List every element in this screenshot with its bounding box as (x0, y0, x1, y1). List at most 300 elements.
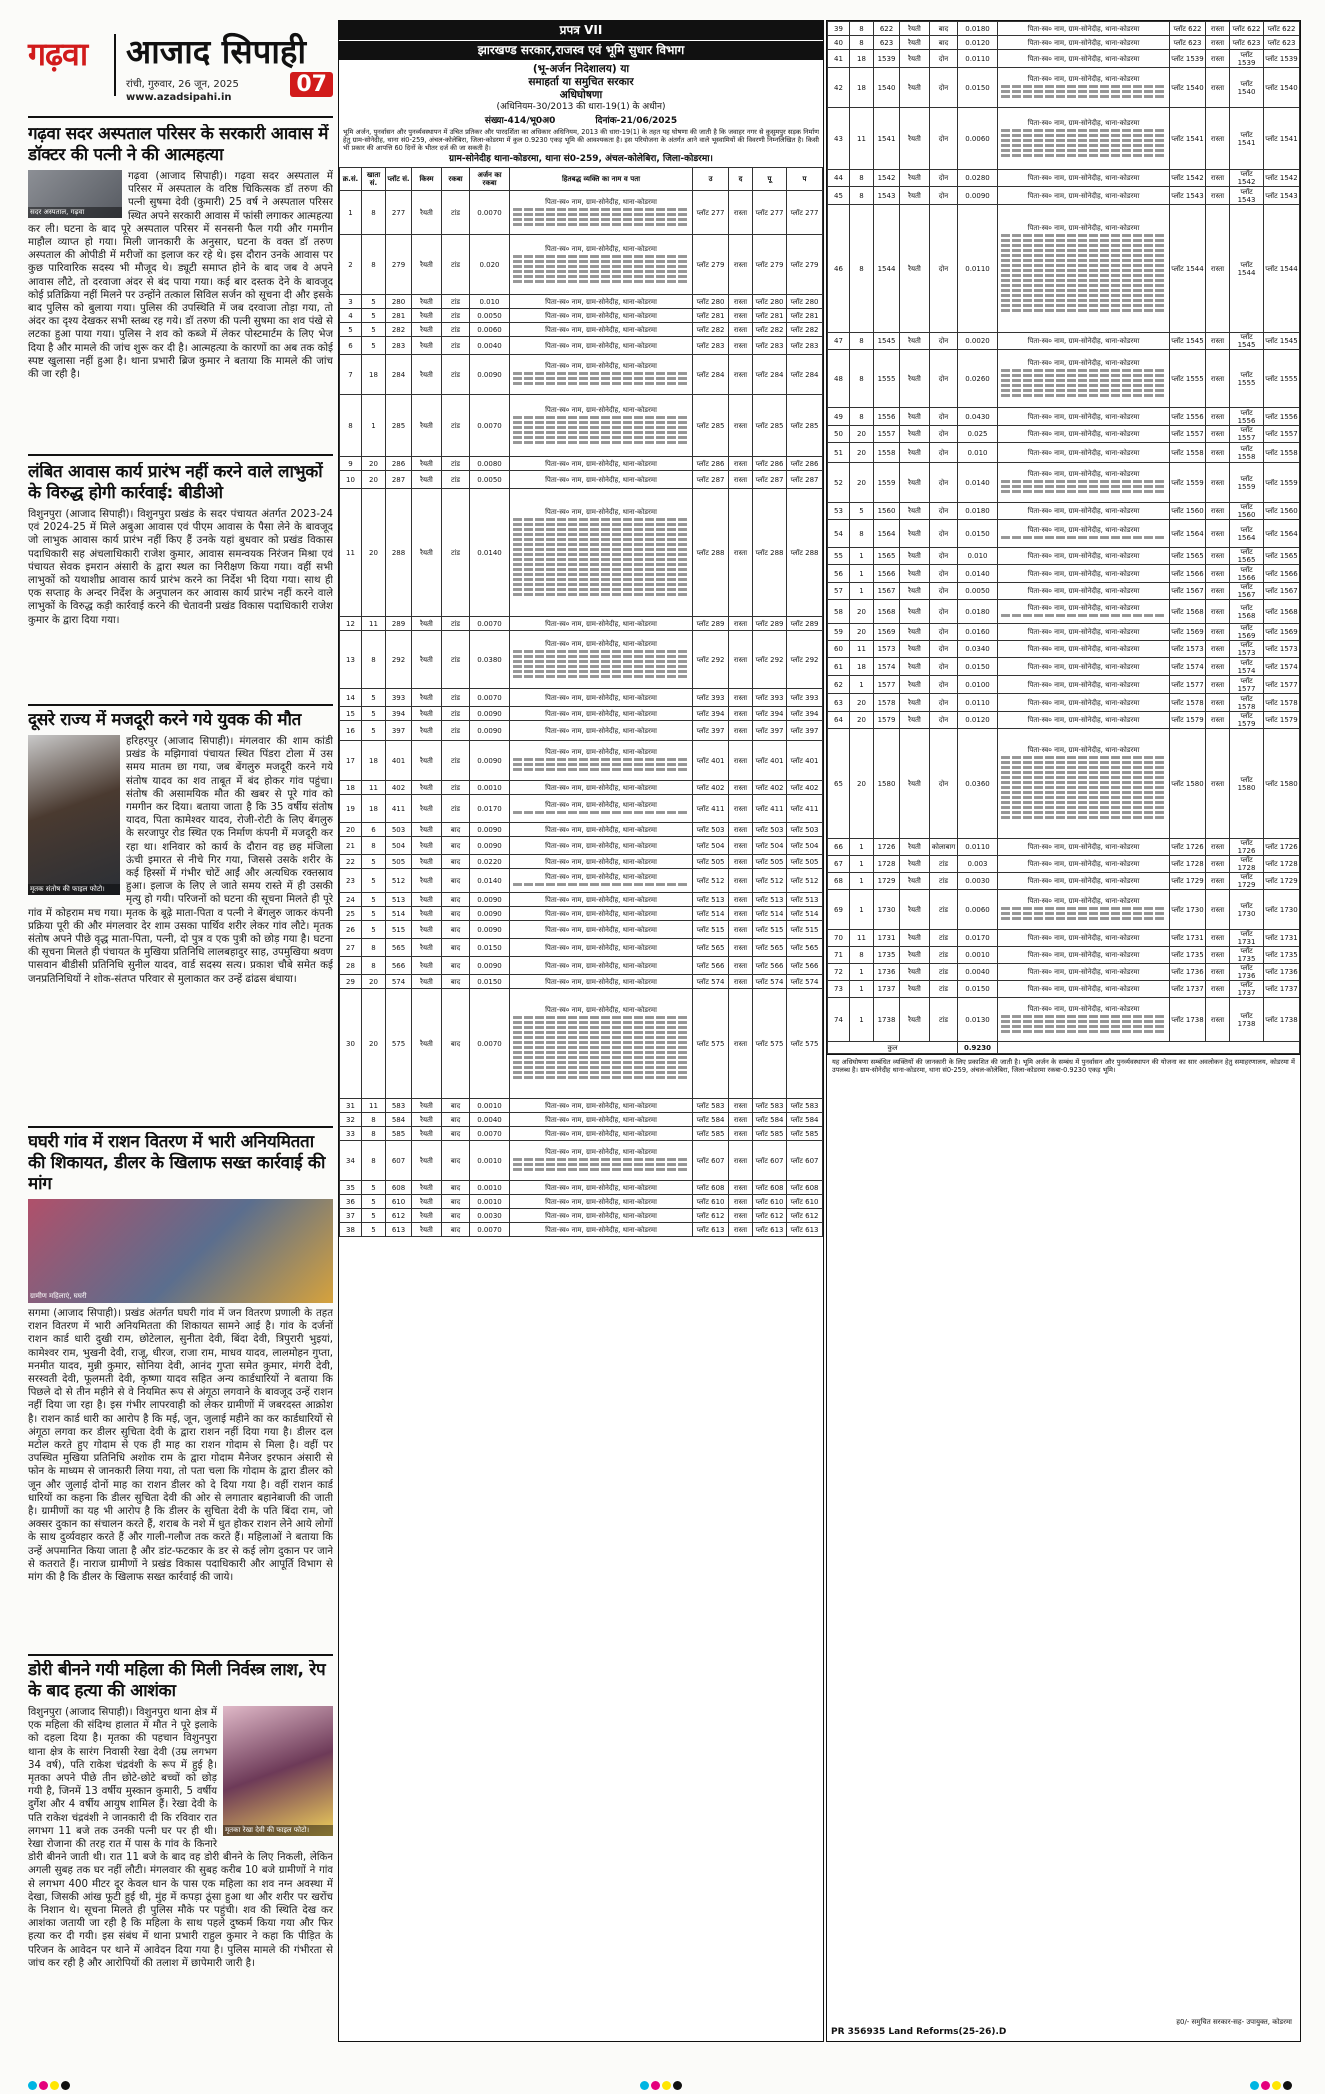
table-row (340, 1209, 823, 1223)
owner-text-line (513, 1076, 689, 1079)
plot-cell: 622 (874, 22, 900, 36)
khata-cell: 20 (362, 471, 386, 489)
owner-text-line (513, 255, 689, 258)
plot-cell: 514 (386, 907, 412, 921)
owner-line: पिता-स्व० नाम, ग्राम-सोनेदीह, थाना-कोडरमा (1027, 223, 1140, 232)
plot-cell: 1557 (874, 426, 900, 443)
table-row (340, 795, 823, 823)
owner-line: पिता-स्व० नाम, ग्राम-सोनेदीह, थाना-कोडरमा (1027, 587, 1140, 595)
north-boundary-cell: प्लॉट 1558 (1170, 443, 1206, 463)
north-boundary-cell: प्लॉट 411 (693, 795, 729, 823)
kism-cell: रैयती (900, 68, 930, 108)
plot-cell: 286 (386, 457, 412, 471)
kism-cell: रैयती (412, 617, 442, 631)
west-boundary-cell: प्लॉट 574 (787, 975, 823, 989)
owner-text-line (513, 213, 689, 216)
west-boundary-cell: प्लॉट 1578 (1264, 694, 1300, 712)
khata-cell: 20 (850, 463, 874, 503)
serial-cell: 50 (828, 426, 850, 443)
west-boundary-cell: प्लॉट 394 (787, 707, 823, 721)
owner-remarks (998, 463, 1170, 503)
owner-line: पिता-स्व० नाम, ग्राम-सोनेदीह, थाना-कोडरमा (1027, 985, 1140, 993)
owner-remarks (998, 205, 1170, 333)
cyan-dot (1250, 2081, 1259, 2090)
owner-text-line (1001, 239, 1166, 242)
khata-cell: 1 (850, 565, 874, 583)
owner-text-line (513, 1046, 689, 1049)
south-boundary-cell: रास्ता (729, 975, 753, 989)
land-type-cell: दोन (930, 583, 958, 600)
north-boundary-cell: प्लॉट 284 (693, 355, 729, 395)
divider (28, 704, 333, 706)
land-type-cell: दोन (930, 170, 958, 187)
area-cell: 0.0220 (470, 855, 510, 869)
south-boundary-cell: रास्ता (729, 1099, 753, 1113)
east-boundary-cell: प्लॉट 584 (753, 1113, 787, 1127)
north-boundary-cell: प्लॉट 612 (693, 1209, 729, 1223)
south-boundary-cell: रास्ता (729, 741, 753, 781)
table-row (828, 520, 1300, 548)
land-type-cell: दोन (930, 108, 958, 170)
table-row (828, 624, 1300, 641)
land-acquisition-notice (338, 20, 824, 2042)
south-boundary-cell: रास्ता (1206, 36, 1230, 50)
owner-text-line (513, 1066, 689, 1069)
east-boundary-cell: प्लॉट 1560 (1230, 503, 1264, 520)
south-boundary-cell: रास्ता (1206, 729, 1230, 839)
east-boundary-cell: प्लॉट 285 (753, 395, 787, 457)
kism-cell: रैयती (412, 689, 442, 707)
west-boundary-cell: प्लॉट 613 (787, 1223, 823, 1237)
south-boundary-cell: रास्ता (1206, 22, 1230, 36)
north-boundary-cell: प्लॉट 513 (693, 893, 729, 907)
area-cell: 0.003 (958, 856, 998, 873)
south-boundary-cell: रास्ता (729, 309, 753, 323)
south-boundary-cell: रास्ता (729, 489, 753, 617)
south-boundary-cell: रास्ता (729, 823, 753, 837)
east-boundary-cell: प्लॉट 281 (753, 309, 787, 323)
owner-text-line (1001, 485, 1166, 488)
area-cell: 0.010 (958, 548, 998, 565)
area-cell: 0.0430 (958, 408, 998, 426)
table-row (340, 489, 823, 617)
owner-text-line (1001, 816, 1166, 819)
owner-line: पिता-स्व० नाम, ग्राम-सोनेदीह, थाना-कोडरमा (545, 693, 657, 702)
land-type-cell: बाद (442, 837, 470, 855)
east-boundary-cell: प्लॉट 1574 (1230, 658, 1264, 676)
kism-cell: रैयती (412, 855, 442, 869)
table-row (340, 975, 823, 989)
city-logo: गढ़वा (28, 35, 88, 73)
owner-text-line (513, 1036, 689, 1039)
owner-line: पिता-स्व० नाम, ग्राम-सोनेदीह, थाना-कोडरमा (1027, 1004, 1140, 1013)
owner-line: पिता-स्व० नाम, ग्राम-सोनेदीह, थाना-कोडरमा (1027, 843, 1140, 851)
kism-cell: रैयती (900, 694, 930, 712)
khata-cell: 5 (362, 689, 386, 707)
east-boundary-cell: प्लॉट 1544 (1230, 205, 1264, 333)
area-cell: 0.0050 (958, 583, 998, 600)
kism-cell: रैयती (900, 676, 930, 694)
serial-cell: 39 (828, 22, 850, 36)
kism-cell: रैयती (900, 712, 930, 729)
south-boundary-cell: रास्ता (1206, 187, 1230, 205)
owner-text-line (513, 553, 689, 556)
east-boundary-cell: प्लॉट 503 (753, 823, 787, 837)
owner-line: पिता-स्व० नाम, ग्राम-सोनेदीह, थाना-कोडरमा (545, 405, 657, 414)
owner-remarks (510, 689, 693, 707)
story-headline: लंबित आवास कार्य प्रारंभ नहीं करने वाले लाभुकों के विरुद्ध होगी कार्रवाई: बीडीओ (28, 462, 323, 503)
area-cell: 0.0100 (958, 676, 998, 694)
plot-cell: 1737 (874, 981, 900, 998)
notice-ref (339, 113, 823, 126)
land-type-cell: टांड (442, 617, 470, 631)
north-boundary-cell: प्लॉट 565 (693, 939, 729, 957)
west-boundary-cell: प्लॉट 513 (787, 893, 823, 907)
khata-cell: 1 (850, 981, 874, 998)
serial-cell: 12 (340, 617, 362, 631)
khata-cell: 8 (850, 170, 874, 187)
masthead (28, 28, 333, 118)
owner-line: पिता-स्व० नाम, ग्राम-सोनेदीह, थाना-कोडरमा (545, 1211, 657, 1220)
owner-remarks (998, 187, 1170, 205)
table-row (340, 989, 823, 1099)
owner-text-line (1001, 791, 1166, 794)
table-row (340, 1127, 823, 1141)
khata-cell: 5 (362, 707, 386, 721)
land-type-cell: बाद (442, 975, 470, 989)
east-boundary-cell: प्लॉट 512 (753, 869, 787, 893)
plot-cell: 610 (386, 1195, 412, 1209)
west-boundary-cell: प्लॉट 1731 (1264, 930, 1300, 947)
table-row (340, 191, 823, 235)
west-boundary-cell: प्लॉट 1541 (1264, 108, 1300, 170)
west-boundary-cell: प्लॉट 1574 (1264, 658, 1300, 676)
area-cell: 0.020 (470, 235, 510, 295)
owner-line: पिता-स्व० नाम, ग्राम-सोनेदीह, थाना-कोडरमा (1027, 628, 1140, 636)
land-type-cell: टांड (442, 795, 470, 823)
east-boundary-cell: प्लॉट 1577 (1230, 676, 1264, 694)
serial-cell: 6 (340, 337, 362, 355)
owner-text-line (513, 650, 689, 653)
kism-cell: रैयती (900, 839, 930, 856)
owner-text-line (1001, 1030, 1166, 1033)
plot-cell: 1556 (874, 408, 900, 426)
serial-cell: 14 (340, 689, 362, 707)
table-row (340, 295, 823, 309)
north-boundary-cell: प्लॉट 1565 (1170, 548, 1206, 565)
area-cell: 0.0090 (470, 907, 510, 921)
table-row (828, 947, 1300, 964)
area-cell: 0.0040 (958, 964, 998, 981)
owner-text-line (1001, 1025, 1166, 1028)
page-number: 07 (290, 72, 333, 97)
north-boundary-cell: प्लॉट 1574 (1170, 658, 1206, 676)
owner-text-line (1001, 254, 1166, 257)
owner-remarks (998, 350, 1170, 408)
plot-cell: 289 (386, 617, 412, 631)
table-row (828, 50, 1300, 68)
khata-cell: 8 (362, 837, 386, 855)
plot-cell: 284 (386, 355, 412, 395)
east-boundary-cell: प्लॉट 585 (753, 1127, 787, 1141)
owner-text-line (513, 218, 689, 221)
owner-text-line (1001, 811, 1166, 814)
serial-cell: 53 (828, 503, 850, 520)
area-cell: 0.0380 (470, 631, 510, 689)
cyan-dot (28, 2081, 37, 2090)
serial-cell: 16 (340, 721, 362, 741)
owner-text-line (513, 1056, 689, 1059)
owner-text-line (1001, 786, 1166, 789)
owner-text-line (513, 377, 689, 380)
owner-text-line (1001, 761, 1166, 764)
land-type-cell: दोन (930, 548, 958, 565)
owner-remarks (510, 191, 693, 235)
north-boundary-cell: प्लॉट 1560 (1170, 503, 1206, 520)
north-boundary-cell: प्लॉट 394 (693, 707, 729, 721)
owner-text-line (513, 431, 689, 434)
khata-cell: 8 (850, 350, 874, 408)
victim-photo (28, 735, 120, 895)
land-type-cell: दोन (930, 600, 958, 624)
owner-remarks (510, 939, 693, 957)
west-boundary-cell: प्लॉट 512 (787, 869, 823, 893)
south-boundary-cell: रास्ता (729, 721, 753, 741)
land-type-cell: टांड (930, 890, 958, 930)
khata-cell: 20 (850, 443, 874, 463)
owner-text-line (513, 538, 689, 541)
owner-text-line (513, 1021, 689, 1024)
plot-cell: 1565 (874, 548, 900, 565)
south-boundary-cell: रास्ता (729, 1195, 753, 1209)
owner-text-line (513, 416, 689, 419)
kism-cell: रैयती (900, 548, 930, 565)
west-boundary-cell: प्लॉट 1557 (1264, 426, 1300, 443)
owner-text-line (513, 593, 689, 596)
divider (28, 1126, 333, 1128)
north-boundary-cell: प्लॉट 608 (693, 1181, 729, 1195)
kism-cell: रैयती (900, 50, 930, 68)
south-boundary-cell: रास्ता (729, 869, 753, 893)
plot-cell: 401 (386, 741, 412, 781)
land-type-cell: बाद (442, 957, 470, 975)
owner-text-line (513, 208, 689, 211)
table-row (828, 408, 1300, 426)
land-type-cell: दोन (930, 333, 958, 350)
land-type-cell: बाद (442, 1099, 470, 1113)
khata-cell: 8 (850, 947, 874, 964)
west-boundary-cell: प्लॉट 622 (1264, 22, 1300, 36)
north-boundary-cell: प्लॉट 610 (693, 1195, 729, 1209)
owner-text-line (513, 670, 689, 673)
south-boundary-cell: रास्ता (1206, 694, 1230, 712)
north-boundary-cell: प्लॉट 1573 (1170, 641, 1206, 658)
table-row (828, 583, 1300, 600)
south-boundary-cell: रास्ता (729, 939, 753, 957)
north-boundary-cell: प्लॉट 1568 (1170, 600, 1206, 624)
west-boundary-cell: प्लॉट 289 (787, 617, 823, 631)
khata-cell: 1 (850, 548, 874, 565)
land-type-cell: दोन (930, 712, 958, 729)
west-boundary-cell: प्लॉट 287 (787, 471, 823, 489)
serial-cell: 65 (828, 729, 850, 839)
serial-cell: 21 (340, 837, 362, 855)
story-body: विशुनपुरा (आजाद सिपाही)। विशुनपुरा प्रखंड के सदर पंचायत अंतर्गत 2023-24 एवं 2024-25 में मिले अबुआ आवास एवं पीएम आवास के पैसा लेने के बावजूद जो लाभुक आवास कार्य प्रारंभ नहीं किए हैं उनके यहां बुधवार को प्रखंड विकास पदाधिकारी सह अंचलाधिकारी राजेश कुमार, आवास समन्वयक निरंजन मिश्रा एवं पंचायत सेवक इमरान अंसारी के द्वारा स्थल का निरीक्षण किया गया। वहीं सभी लाभुकों को यथाशीघ्र आवास कार्य प्रारंभ करने का निर्देश भी दिया गया। साथ ही एक सप्ताह के अन्दर निर्देश के अनुपालन कर आवास कार्य प्रारंभ नहीं करने वाले लाभुकों के विरुद्ध कड़ी कार्रवाई करने की चेतावनी प्रखंड विकास पदाधिकारी राजेश कुमार के द्वारा दिया गया। (28, 509, 333, 626)
east-boundary-cell: प्लॉट 1559 (1230, 463, 1264, 503)
west-boundary-cell: प्लॉट 1735 (1264, 947, 1300, 964)
south-boundary-cell: रास्ता (1206, 520, 1230, 548)
west-boundary-cell: प्लॉट 288 (787, 489, 823, 617)
khata-cell: 5 (362, 309, 386, 323)
owner-line: पिता-स्व० नाम, ग्राम-सोनेदीह, थाना-कोडरमा (1027, 604, 1140, 612)
table-row (828, 694, 1300, 712)
owner-remarks (510, 309, 693, 323)
table-row (828, 565, 1300, 583)
area-cell: 0.0090 (470, 921, 510, 939)
owner-remarks (510, 295, 693, 309)
owner-remarks (510, 235, 693, 295)
deceased-woman-photo (223, 1706, 333, 1836)
table-row (828, 68, 1300, 108)
owner-remarks (510, 1141, 693, 1181)
column-header: प (787, 168, 823, 191)
yellow-dot (662, 2081, 671, 2090)
east-boundary-cell: प्लॉट 1545 (1230, 333, 1264, 350)
owner-remarks (998, 658, 1170, 676)
notice-footer: यह अधिघोषणा सम्बंधित व्यक्तियों की जानकारी के लिए प्रकाशित की जाती है। भूमि अर्जन के सम्बंध में पुनर्वासन और पुनर्व्यवस्थापन की योजना का सार अवलोकन हेतु समाहरणालय, कोडरमा में उपलब्ध है। ग्राम-सोनेदीह थाना-कोडरमा, थाना सं0-259, अंचल-कोलेबिरा, जिला-कोडरमा रकबा-0.9230 एकड़ भूमि। (827, 1054, 1300, 1077)
land-type-cell: टांड (442, 489, 470, 617)
owner-remarks (998, 856, 1170, 873)
area-cell: 0.0060 (958, 108, 998, 170)
serial-cell: 71 (828, 947, 850, 964)
table-header-row (340, 168, 823, 191)
serial-cell: 42 (828, 68, 850, 108)
plot-cell: 1738 (874, 998, 900, 1042)
land-type-cell: बाद (442, 1223, 470, 1237)
east-boundary-cell: प्लॉट 623 (1230, 36, 1264, 50)
owner-remarks (510, 457, 693, 471)
table-row (828, 205, 1300, 333)
owner-text-line (513, 563, 689, 566)
plot-cell: 1577 (874, 676, 900, 694)
north-boundary-cell: प्लॉट 566 (693, 957, 729, 975)
west-boundary-cell: प्लॉट 1738 (1264, 998, 1300, 1042)
land-type-cell: दोन (930, 408, 958, 426)
south-boundary-cell: रास्ता (729, 707, 753, 721)
owner-text-line (1001, 384, 1166, 387)
serial-cell: 64 (828, 712, 850, 729)
plot-cell: 1579 (874, 712, 900, 729)
owner-text-line (513, 1031, 689, 1034)
area-cell: 0.0130 (958, 998, 998, 1042)
east-boundary-cell: प्लॉट 280 (753, 295, 787, 309)
serial-cell: 1 (340, 191, 362, 235)
east-boundary-cell: प्लॉट 1565 (1230, 548, 1264, 565)
owner-remarks (998, 583, 1170, 600)
story-4 (28, 1132, 333, 1652)
kism-cell: रैयती (900, 426, 930, 443)
owner-text-line (1001, 912, 1166, 915)
owner-remarks (510, 975, 693, 989)
plot-cell: 279 (386, 235, 412, 295)
owner-remarks (998, 947, 1170, 964)
khata-cell: 5 (362, 295, 386, 309)
east-boundary-cell: प्लॉट 513 (753, 893, 787, 907)
west-boundary-cell: प्लॉट 1545 (1264, 333, 1300, 350)
east-boundary-cell: प्लॉट 284 (753, 355, 787, 395)
story-3 (28, 710, 333, 1124)
west-boundary-cell: प्लॉट 280 (787, 295, 823, 309)
table-row (340, 837, 823, 855)
owner-remarks (998, 503, 1170, 520)
west-boundary-cell: प्लॉट 282 (787, 323, 823, 337)
west-boundary-cell: प्लॉट 1567 (1264, 583, 1300, 600)
kism-cell: रैयती (412, 837, 442, 855)
owner-line: पिता-स्व० नाम, ग्राम-सोनेदीह, थाना-कोडरमा (545, 726, 657, 735)
table-row (340, 1223, 823, 1237)
owner-text-line (1001, 304, 1166, 307)
owner-text-line (513, 270, 689, 273)
kism-cell: रैयती (412, 457, 442, 471)
south-boundary-cell: रास्ता (729, 1209, 753, 1223)
khata-cell: 5 (362, 1195, 386, 1209)
owner-text-line (513, 518, 689, 521)
serial-cell: 15 (340, 707, 362, 721)
owner-text-line (513, 436, 689, 439)
north-boundary-cell: प्लॉट 1567 (1170, 583, 1206, 600)
table-row (828, 426, 1300, 443)
south-boundary-cell: रास्ता (1206, 856, 1230, 873)
area-cell: 0.0150 (958, 981, 998, 998)
west-boundary-cell: प्लॉट 623 (1264, 36, 1300, 50)
owner-line: पिता-स्व० नाम, ग्राम-सोनेदीह, थाना-कोडरमा (545, 873, 657, 881)
owner-line: पिता-स्व० नाम, ग्राम-सोनेदीह, थाना-कोडरमा (545, 244, 657, 253)
kism-cell: रैयती (900, 641, 930, 658)
owner-line: पिता-स्व० नाम, ग्राम-सोनेदीह, थाना-कोडरमा (1027, 860, 1140, 868)
south-boundary-cell: रास्ता (1206, 600, 1230, 624)
plot-cell: 1580 (874, 729, 900, 839)
land-type-cell: टांड (442, 721, 470, 741)
area-cell: 0.0070 (470, 191, 510, 235)
south-boundary-cell: रास्ता (1206, 641, 1230, 658)
owner-text-line (1001, 756, 1166, 759)
owner-line: पिता-स्व० नाम, ग्राम-सोनेदीह, थाना-कोडरमा (1027, 746, 1140, 754)
serial-cell: 74 (828, 998, 850, 1042)
land-type-cell: टांड (930, 998, 958, 1042)
south-boundary-cell: रास्ता (729, 795, 753, 823)
khata-cell: 18 (850, 68, 874, 108)
south-boundary-cell: रास्ता (729, 235, 753, 295)
plot-cell: 277 (386, 191, 412, 235)
west-boundary-cell: प्लॉट 1540 (1264, 68, 1300, 108)
east-boundary-cell: प्लॉट 505 (753, 855, 787, 869)
north-boundary-cell: प्लॉट 286 (693, 457, 729, 471)
plot-cell: 608 (386, 1181, 412, 1195)
serial-cell: 8 (340, 395, 362, 457)
story-1 (28, 124, 333, 454)
black-dot (673, 2081, 682, 2090)
south-boundary-cell: रास्ता (1206, 50, 1230, 68)
land-type-cell: टांड (930, 873, 958, 890)
land-type-cell: टांड (442, 707, 470, 721)
owner-line: पिता-स्व० नाम, ग्राम-सोनेदीह, थाना-कोडरमा (1027, 358, 1140, 367)
east-boundary-cell: प्लॉट 1580 (1230, 729, 1264, 839)
area-cell: 0.0150 (958, 68, 998, 108)
table-row (828, 641, 1300, 658)
south-boundary-cell: रास्ता (1206, 947, 1230, 964)
owner-remarks (510, 837, 693, 855)
plot-cell: 583 (386, 1099, 412, 1113)
